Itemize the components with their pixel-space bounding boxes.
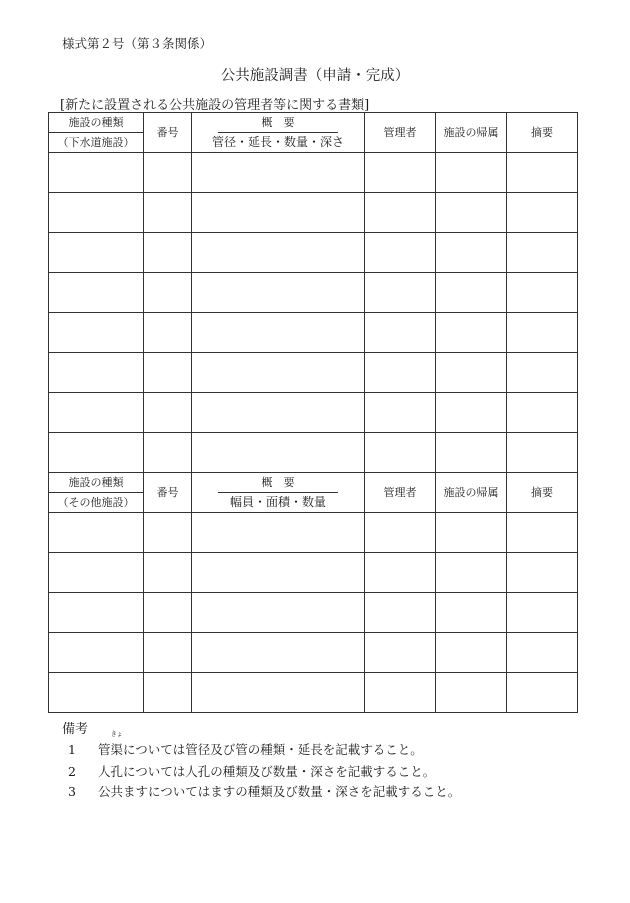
remarks-header: 摘要 (507, 113, 578, 153)
note-item-2: 2 人孔については人孔の種類及び数量・深さを記載すること。 (68, 764, 436, 779)
header-row-other (49, 473, 578, 493)
facility-type-subheader: （下水道施設） (49, 133, 144, 153)
document-title: 公共施設調書（申請・完成） (220, 68, 410, 84)
table-row (49, 393, 578, 433)
table-row (49, 313, 578, 353)
table-row (49, 673, 578, 713)
number-header: 番号 (144, 113, 192, 153)
table-row (49, 193, 578, 233)
table-row (49, 633, 578, 673)
table-row (49, 233, 578, 273)
facility-type-header: 施設の種類 (49, 113, 144, 133)
table-row (49, 353, 578, 393)
header-row-sewer (49, 113, 578, 133)
remarks-heading: 備考 (62, 722, 89, 737)
table-row (49, 513, 578, 553)
manager-header: 管理者 (365, 113, 436, 153)
note-item-3: 3 公共ますについてはますの種類及び数量・深さを記載すること。 (68, 784, 461, 799)
note-item-1: 1 管 きょ 渠については管径及び管の種類・延長を記載すること。 (68, 731, 423, 757)
facility-type-header: 施設の種類 (49, 473, 144, 493)
table-row (49, 153, 578, 193)
remarks-header: 摘要 (507, 473, 578, 513)
table-row (49, 433, 578, 473)
table-row (49, 593, 578, 633)
manager-header: 管理者 (365, 473, 436, 513)
number-header: 番号 (144, 473, 192, 513)
belong-header: 施設の帰属 (436, 473, 507, 513)
form-number: 様式第２号（第３条関係） (62, 36, 213, 51)
table-row (49, 273, 578, 313)
table-row (49, 553, 578, 593)
facility-table (48, 112, 578, 713)
facility-type-subheader: （その他施設） (49, 493, 144, 513)
overview-header: 概 要 管径・延長・数量・深さ (192, 113, 365, 153)
ruby-annotation: きょ 渠 (110, 731, 124, 757)
document-subtitle: [新たに設置される公共施設の管理者等に関する書類] (60, 98, 370, 113)
belong-header: 施設の帰属 (436, 113, 507, 153)
overview-header: 概 要 幅員・面積・数量 (192, 473, 365, 513)
